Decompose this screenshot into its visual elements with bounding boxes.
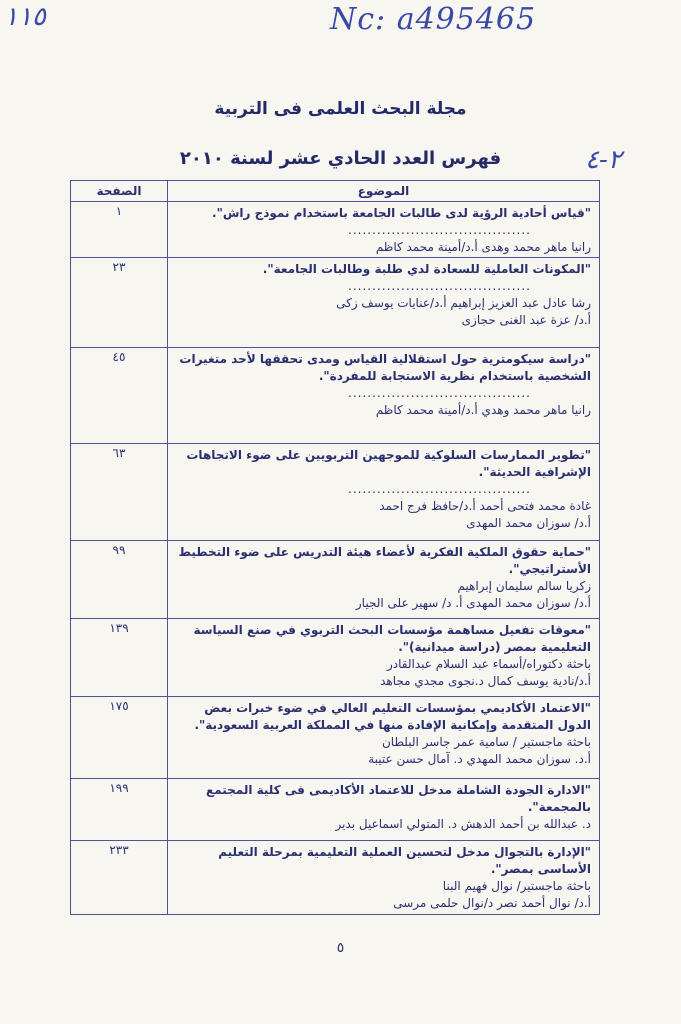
- index-title: فهرس العدد الحادي عشر لسنة ٢٠١٠: [179, 148, 502, 169]
- entry-dots: ......................................: [348, 223, 531, 237]
- entry-authors: رانيا ماهر محمد وهدى أ.د/أمينة محمد كاظم: [375, 240, 591, 254]
- table-row: [71, 258, 599, 348]
- entry-page: ٢٣٣: [71, 841, 168, 915]
- entry-page: ٤٥: [71, 348, 168, 443]
- handwritten-left-mark: ١١٥: [4, 2, 46, 32]
- entry-topic: [168, 541, 599, 618]
- table-row: [71, 779, 599, 841]
- table-row: [71, 541, 599, 619]
- entry-page: ٢٣: [71, 258, 168, 347]
- table-row: [71, 444, 599, 541]
- entry-page: ٩٩: [71, 541, 168, 618]
- entry-title: "دراسة سيكومترية حول استقلالية القياس ومدى تحققها لأحد متغيرات الشخصية باستخدام نظرية الاستجابة للمفردة".: [179, 352, 591, 383]
- entry-dots: ......................................: [348, 386, 531, 400]
- entry-topic: [168, 444, 599, 540]
- entry-authors: رشا عادل عبد العزيز إبراهيم أ.د/عنايات يوسف زكى: [336, 296, 591, 310]
- table-row: [71, 348, 599, 444]
- entry-page: ١٩٩: [71, 779, 168, 840]
- entry-title: "المكونات العاملية للسعادة لدي طلبة وطالبات الجامعة".: [262, 262, 591, 276]
- table-header: [71, 181, 599, 202]
- entry-title: "الاعتماد الأكاديمي بمؤسسات التعليم العالي في ضوء خبرات بعض الدول المتقدمة وإمكانية الإفادة منها في المملكة العربية السعودية".: [194, 701, 591, 732]
- entry-authors: باحثة ماجستير / سامية عمر جاسر البلطان: [381, 735, 591, 749]
- header-page: الصفحة: [71, 181, 168, 201]
- entry-topic: [168, 619, 599, 696]
- entry-authors: أ.د/ نوال أحمد نصر د/نوال حلمى مرسى: [393, 896, 591, 910]
- entry-authors: غادة محمد فتحى أحمد أ.د/حافظ فرج احمد: [379, 499, 591, 513]
- handwritten-code: Nc: a495465: [330, 2, 537, 37]
- entry-authors: د. عبدالله بن أحمد الدهش د. المتولي اسماعيل بدير: [335, 817, 591, 831]
- entry-authors: أ.د/ عزة عبد الغنى حجازى: [461, 313, 591, 327]
- handwritten-side-mark: ٢-٤: [585, 145, 622, 175]
- entry-authors: أ.د/نادية يوسف كمال د.نجوى مجدي مجاهد: [380, 674, 591, 688]
- entry-topic: [168, 348, 599, 443]
- entry-dots: ......................................: [348, 482, 531, 496]
- entry-page: ١: [71, 202, 168, 257]
- table-row: [71, 202, 599, 258]
- entry-title: "الادارة الجودة الشاملة مدخل للاعتماد الأكاديمى فى كلية المجتمع بالمجمعة".: [206, 783, 591, 814]
- entry-authors: أ.د/ سوزان محمد المهدى: [466, 516, 591, 530]
- entry-page: ٦٣: [71, 444, 168, 540]
- entry-dots: ......................................: [348, 279, 531, 293]
- entry-title: "الإدارة بالتجوال مدخل لتحسين العملية التعليمية بمرحلة التعليم الأساسى بمصر".: [218, 845, 591, 876]
- entry-topic: [168, 697, 599, 778]
- entry-page: ١٣٩: [71, 619, 168, 696]
- header-topic: الموضوع: [357, 184, 410, 198]
- entry-title: "معوقات تفعيل مساهمة مؤسسات البحث التربوي في صنع السياسة التعليمية بمصر (دراسة ميدانية)".: [193, 623, 591, 654]
- entry-authors: باحثة دكتوراه/أسماء عبد السلام عبدالقادر: [387, 657, 591, 671]
- entry-page: ١٧٥: [71, 697, 168, 778]
- entry-topic: [168, 202, 599, 257]
- entry-title: "حماية حقوق الملكية الفكرية لأعضاء هيئة التدريس على ضوء التخطيط الأستراتيجي".: [178, 545, 591, 576]
- page-number: ٥: [336, 940, 345, 956]
- entry-authors: أ.د. سوزان محمد المهدي د. آمال حسن عتيبة: [368, 752, 591, 766]
- table-row: [71, 841, 599, 915]
- entry-authors: باحثة ماجستير/ نوال فهيم البنا: [442, 879, 591, 893]
- table-row: [71, 619, 599, 697]
- entry-title: "قياس أحادية الرؤية لدى طالبات الجامعة باستخدام نموذج راش".: [212, 206, 591, 220]
- entry-title: "تطوير الممارسات السلوكية للموجهين التربويين على ضوء الاتجاهات الإشرافية الحديثة".: [186, 448, 591, 479]
- table-row: [71, 697, 599, 779]
- entry-topic: [168, 841, 599, 915]
- journal-title: مجلة البحث العلمى فى التربية: [214, 99, 467, 119]
- entry-topic: [168, 779, 599, 840]
- entry-authors: رانيا ماهر محمد وهدي أ.د/أمينة محمد كاظم: [375, 403, 591, 417]
- table-of-contents: [70, 180, 600, 915]
- entry-topic: [168, 258, 599, 347]
- entry-authors: أ.د/ سوزان محمد المهدى أ. د/ سهير على الجيار: [355, 596, 591, 610]
- entry-authors: زكريا سالم سليمان إبراهيم: [457, 579, 591, 593]
